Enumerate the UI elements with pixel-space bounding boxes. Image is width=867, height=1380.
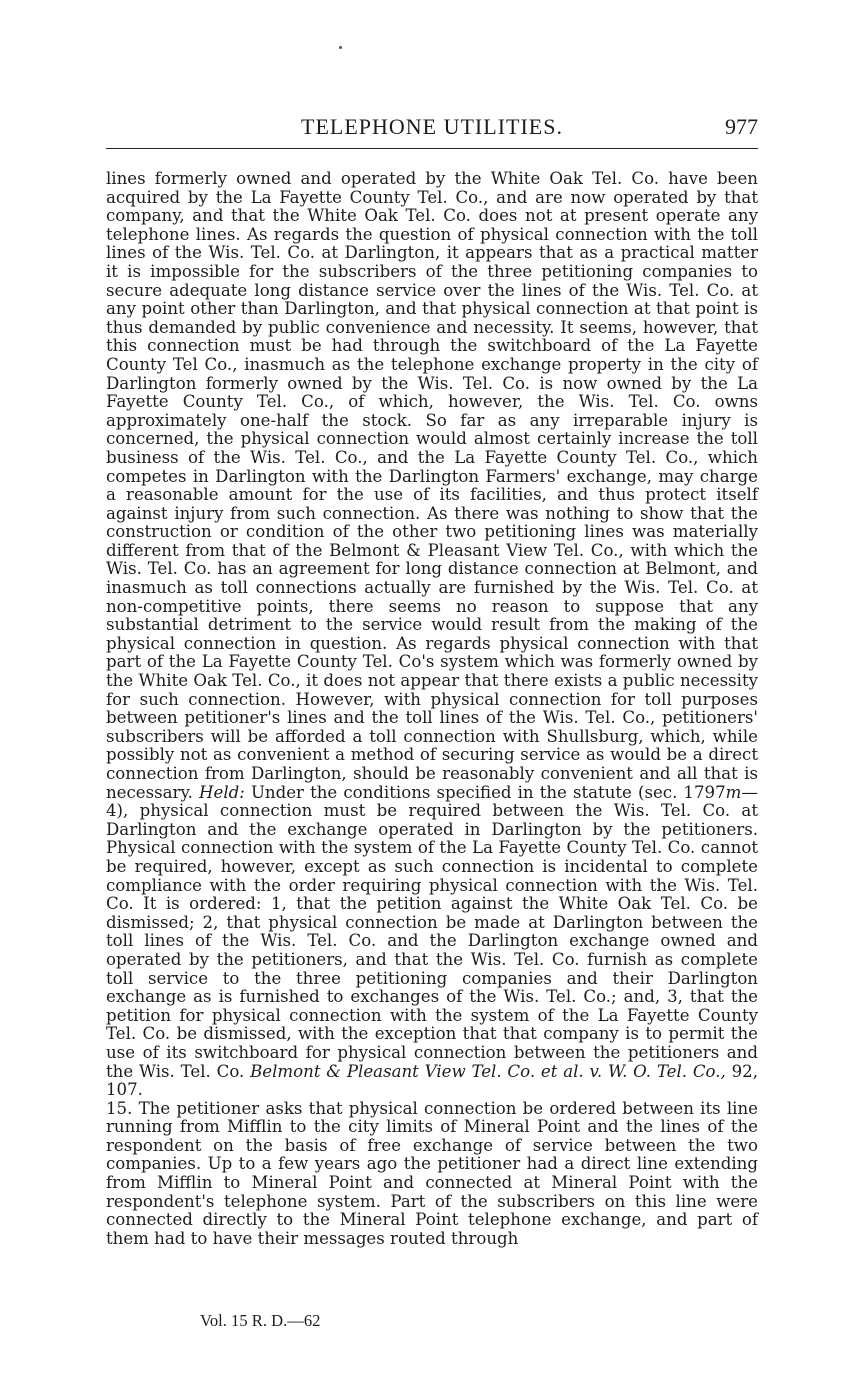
page-header <box>106 114 758 146</box>
signature-mark: Vol. 15 R. D.—62 <box>200 1311 321 1330</box>
held-label: Held: <box>199 782 245 802</box>
paragraph-2: 15. The petitioner asks that physical connection be ordered between its line running from Mifflin to the city limits of Mineral Point and the lines of the respondent on the basis of free exchange of service between the two companies. Up to a few years ago the petitioner had a direct line extending from Mifflin to Mineral Point and connected at Mineral Point with the respondent's telephone system. Part of the subscribers on this line were connected directly to the Mineral Point telephone exchange, and part of them had to have their messages routed through <box>106 1098 758 1248</box>
running-head: TELEPHONE UTILITIES. <box>301 114 563 139</box>
case-citation-tail: 92, 107. <box>106 1061 759 1100</box>
paragraph-1-part-1: lines formerly owned and operated by the White Oak Tel. Co. have been acquired by the La Fayette County Tel. Co., and are now operated by that company, and that the White Oak Tel. Co. does not at present operate any telephone lines. As regards the question of physical connection with the toll lines of the Wis. Tel. Co. at Darlington, it appears that as a practical matter it is impossible for the subscribers of the three petitioning companies to secure adequate long distance service over the lines of the Wis. Tel. Co. at any point other than Darlington, and that physical connection at that point is thus demanded by public convenience and necessity. It seems, however, that this connection must be had through the switchboard of the La Fayette County Tel Co., inasmuch as the telephone exchange property in the city of Darlington formerly owned by the Wis. Tel. Co. is now owned by the La Fayette County Tel. Co., of which, however, the Wis. Tel. Co. owns approximately one-half the stock. So far as any irreparable injury is concerned, the physical connection would almost certainly increase the toll business of the Wis. Tel. Co., and the La Fayette County Tel. Co., which competes in Darlington with the Darlington Farmers' exchange, may charge a reasonable amount for the use of its facilities, and thus protect itself against injury from such connection. As there was nothing to show that the construction or condition of the other two petitioning lines was materially different from that of the Belmont & Pleasant View Tel. Co., with which the Wis. Tel. Co. has an agreement for long distance connection at Belmont, and inasmuch as toll connections actually are furnished by the Wis. Tel. Co. at non-competitive points, there seems no reason to suppose that any substantial detriment to the service would result from the making of the physical connection in question. As regards physical connection with that part of the La Fayette County Tel. Co's system which was formerly owned by the White Oak Tel. Co., it does not appear that there exists a public necessity for such connection. However, with physical connection for toll purposes between petitioner's lines and the toll lines of the Wis. Tel. Co., petitioners' subscribers will be afforded a toll connection with Shullsburg, which, while possibly not as convenient a method of securing service as would be a direct connection from Darlington, should be reasonably convenient and all that is necessary. <box>106 169 758 802</box>
body-text <box>106 170 758 1248</box>
paragraph-1-part-2: Under the conditions specified in the statute (sec. 1797 <box>250 782 726 802</box>
page-number: 977 <box>725 114 758 139</box>
paragraph-1-part-3: —4), physical connection must be required between the Wis. Tel. Co. at Darlington and the exchange operated in Darlington by the petitioners. Physical connection with the system of the La Fayette County Tel. Co. cannot be required, however, except as such connection is incidental to complete compliance with the order requiring physical connection with the Wis. Tel. Co. It is ordered: 1, that the petition against the White Oak Tel. Co. be dismissed; 2, that physical connection be made at Darlington between the toll lines of the Wis. Tel. Co. and the Darlington exchange owned and operated by the petitioners, and that the Wis. Tel. Co. furnish as complete toll service to the three petitioning companies and their Darlington exchange as is furnished to exchanges of the Wis. Tel. Co.; and, 3, that the petition for physical connection with the system of the La Fayette County Tel. Co. be dismissed, with the exception that that company is to permit the use of its switchboard for physical connection between the petitioners and the Wis. Tel. Co. <box>106 782 758 1081</box>
case-citation: Belmont & Pleasant View Tel. Co. et al. v. W. O. Tel. Co., <box>250 1061 726 1081</box>
paragraph-1 <box>106 170 758 1100</box>
print-speck <box>339 46 342 49</box>
header-rule <box>106 148 758 149</box>
statute-m: m <box>725 782 742 802</box>
